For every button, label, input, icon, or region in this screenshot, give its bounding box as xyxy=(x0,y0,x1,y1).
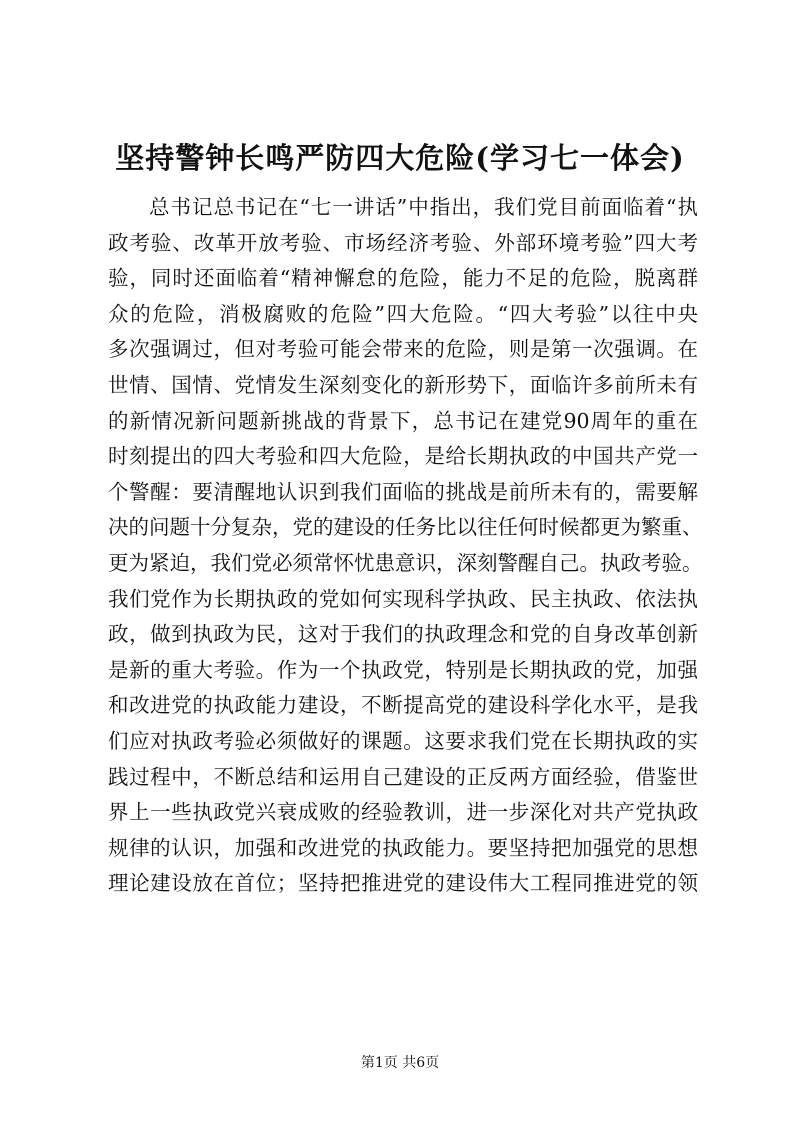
page-title: 坚持警钟长鸣严防四大危险(学习七一体会) xyxy=(115,141,685,175)
paragraph-line: 践过程中，不断总结和运用自己建设的正反两方面经验，借鉴世 xyxy=(108,764,698,789)
paragraph-line: 们应对执政考验必须做好的课题。这要求我们党在长期执政的实 xyxy=(108,728,698,753)
paragraph-line: 更为紧迫，我们党必须常怀忧患意识，深刻警醒自己。执政考验。 xyxy=(108,550,703,575)
paragraph-line: 规律的认识，加强和改进党的执政能力。要坚持把加强党的思想 xyxy=(108,835,698,860)
paragraph-line: 理论建设放在首位；坚持把推进党的建设伟大工程同推进党的领 xyxy=(108,871,698,896)
paragraph-line: 世情、国情、党情发生深刻变化的新形势下，面临许多前所未有 xyxy=(108,372,698,397)
paragraph-line: 总书记总书记在“七一讲话”中指出，我们党目前面临着“执 xyxy=(149,195,698,219)
paragraph-line: 是新的重大考验。作为一个执政党，特别是长期执政的党，加强 xyxy=(108,657,698,682)
paragraph-line: 个警醒：要清醒地认识到我们面临的挑战是前所未有的，需要解 xyxy=(108,479,698,504)
paragraph-line: 界上一些执政党兴衰成败的经验教训，进一步深化对共产党执政 xyxy=(108,800,698,825)
paragraph-line: 我们党作为长期执政的党如何实现科学执政、民主执政、依法执 xyxy=(108,586,698,611)
paragraph-line: 多次强调过，但对考验可能会带来的危险，则是第一次强调。在 xyxy=(108,337,698,362)
paragraph-line: 政考验、改革开放考验、市场经济考验、外部环境考验”四大考 xyxy=(108,230,698,255)
paragraph-line: 时刻提出的四大考验和四大危险，是给长期执政的中国共产党一 xyxy=(108,444,698,469)
body-text xyxy=(108,190,703,902)
paragraph-line: 和改进党的执政能力建设，不断提高党的建设科学化水平，是我 xyxy=(108,693,698,718)
paragraph-line: 的新情况新问题新挑战的背景下，总书记在建党90周年的重在 xyxy=(108,408,698,433)
paragraph-line: 政，做到执政为民，这对于我们的执政理念和党的自身改革创新 xyxy=(108,622,698,647)
paragraph-line: 验，同时还面临着“精神懈怠的危险，能力不足的危险，脱离群 xyxy=(108,266,698,291)
page-number-footer: 第1页 共6页 xyxy=(360,1055,440,1071)
paragraph-line: 众的危险，消极腐败的危险”四大危险。“四大考验”以往中央 xyxy=(108,301,698,326)
paragraph-line: 决的问题十分复杂，党的建设的任务比以往任何时候都更为繁重、 xyxy=(108,515,703,540)
